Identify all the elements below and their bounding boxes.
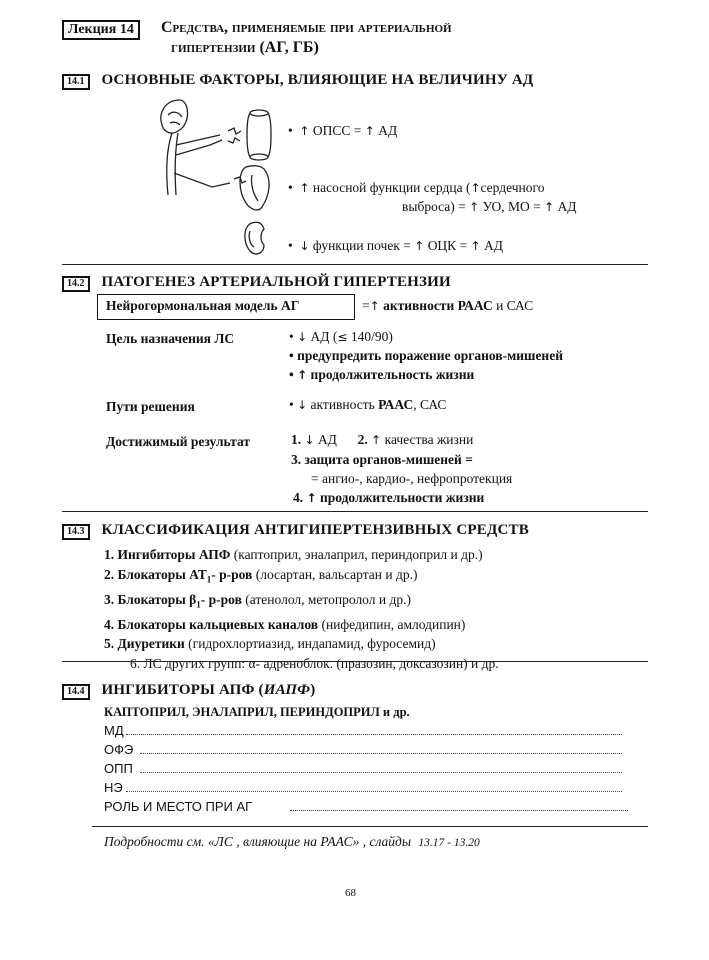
divider [92,826,648,827]
page-title [161,18,452,58]
up-arrow-icon: ↑ [414,239,425,253]
result-3: 3. защита органов-мишеней = [291,452,473,467]
lecture-label: Лекция 14 [62,20,140,40]
section-14-2-header: 14.2 ПАТОГЕНЕЗ АРТЕРИАЛЬНОЙ ГИПЕРТЕНЗИИ [62,273,451,292]
up-arrow-icon: ↑ [544,200,555,214]
down-arrow-icon: ↓ [299,239,310,253]
fill-line: РОЛЬ И МЕСТО ПРИ АГ [104,799,253,814]
dotted-line [140,760,622,773]
up-arrow-icon: ↑ [306,491,317,505]
fill-line: МД [104,723,124,738]
up-arrow-icon: ↑ [299,181,310,195]
ways-label: Пути решения [106,399,195,414]
result-4: 4. ↑ продолжительности жизни [293,490,485,505]
goal-3: • ↑ продолжительность жизни [289,367,475,382]
dotted-line [126,779,622,792]
list-item: 3. Блокаторы $\beta_1-$ р-ров (атенолол, метопролол и др.) [104,591,411,610]
section-title: ОСНОВНЫЕ ФАКТОРЫ, ВЛИЯЮЩИЕ НА ВЕЛИЧИНУ АД [101,72,534,88]
footnote: Подробности см. «ЛС , влияющие на РААС» , слайды 13.17 - 13.20 [104,834,480,849]
goal-2: • предупредить поражение органов-мишеней [289,348,563,363]
list-item: 2. Блокаторы $АТ_1-$ р-ров (лосартан, вальсартан и др.) [104,566,418,585]
up-arrow-icon: ↑ [299,124,310,138]
divider [62,511,648,512]
dotted-line [140,741,622,754]
up-arrow-icon: ↑ [297,368,308,382]
fill-line: НЭ [104,780,123,795]
section-14-4-header: 14.4 ИНГИБИТОРЫ АПФ (ИАПФ) [62,681,315,700]
list-item: 5. Диуретики (гидрохлортиазид, индапамид, фуросемид) [104,636,436,652]
down-arrow-icon: ↓ [297,398,308,412]
model-equation: =↑ активности РААС и САС [362,298,534,313]
fill-line: ОФЭ [104,742,134,757]
factor-cardiac: • ↑ насосной функции сердца (↑сердечного [288,180,545,195]
down-arrow-icon: ↓ [297,330,308,344]
factor-cardiac-line2: выброса) = ↑ УО, МО = ↑ АД [402,199,577,214]
less-equal-icon: ≤ [337,330,348,344]
fill-line: ОПП [104,761,133,776]
section-number: 14.1 [62,74,90,90]
goal-label: Цель назначения ЛС [106,331,235,346]
classification-list [104,545,499,673]
factor-kidney: • ↓ функции почек = ↑ ОЦК = ↑ АД [288,238,503,253]
goal-1: • ↓ АД (≤ 140/90) [289,329,393,344]
list-item: 6. ЛС других групп: α- адреноблок. (празозин, доксазозин) и др. [130,655,499,671]
up-arrow-icon: ↑ [469,200,480,214]
up-arrow-icon: ↑ [364,124,375,138]
result-1-2: 1. ↓ АД 2. ↑ качества жизни [291,432,474,447]
up-arrow-icon: ↑ [371,433,382,447]
anatomy-sketch-icon [150,95,280,265]
section-14-1-header [62,71,533,90]
section-14-3-header: 14.3 КЛАССИФИКАЦИЯ АНТИГИПЕРТЕНЗИВНЫХ СРЕДСТВ [62,521,529,540]
result-3-detail: = ангио-, кардио-, нефропротекция [311,471,513,486]
ways-value: • ↓ активность РААС, САС [289,397,447,412]
list-item: 4. Блокаторы кальциевых каналов (нифедипин, амлодипин) [104,616,466,632]
title-line-2: гипертензии (АГ, ГБ) [171,39,319,56]
down-arrow-icon: ↓ [304,433,315,447]
dotted-line [126,722,622,735]
drug-list: КАПТОПРИЛ, ЭНАЛАПРИЛ, ПЕРИНДОПРИЛ и др. [104,705,410,719]
dotted-line [290,798,628,811]
up-arrow-icon: ↑ [470,239,481,253]
page-number: 68 [345,887,356,899]
list-item: 1. Ингибиторы АПФ (каптоприл, эналаприл, периндоприл и др.) [104,547,483,562]
factor-resistance: • ↑ ОПСС = ↑ АД [288,123,398,138]
divider [62,264,648,265]
up-arrow-icon: ↑ [470,181,481,195]
title-line-1: Средства, применяемые при артериальной [161,19,452,36]
result-label: Достижимый результат [106,434,250,449]
up-arrow-icon: ↑ [369,299,380,313]
divider [62,661,648,662]
model-label: Нейрогормональная модель АГ [106,298,300,313]
